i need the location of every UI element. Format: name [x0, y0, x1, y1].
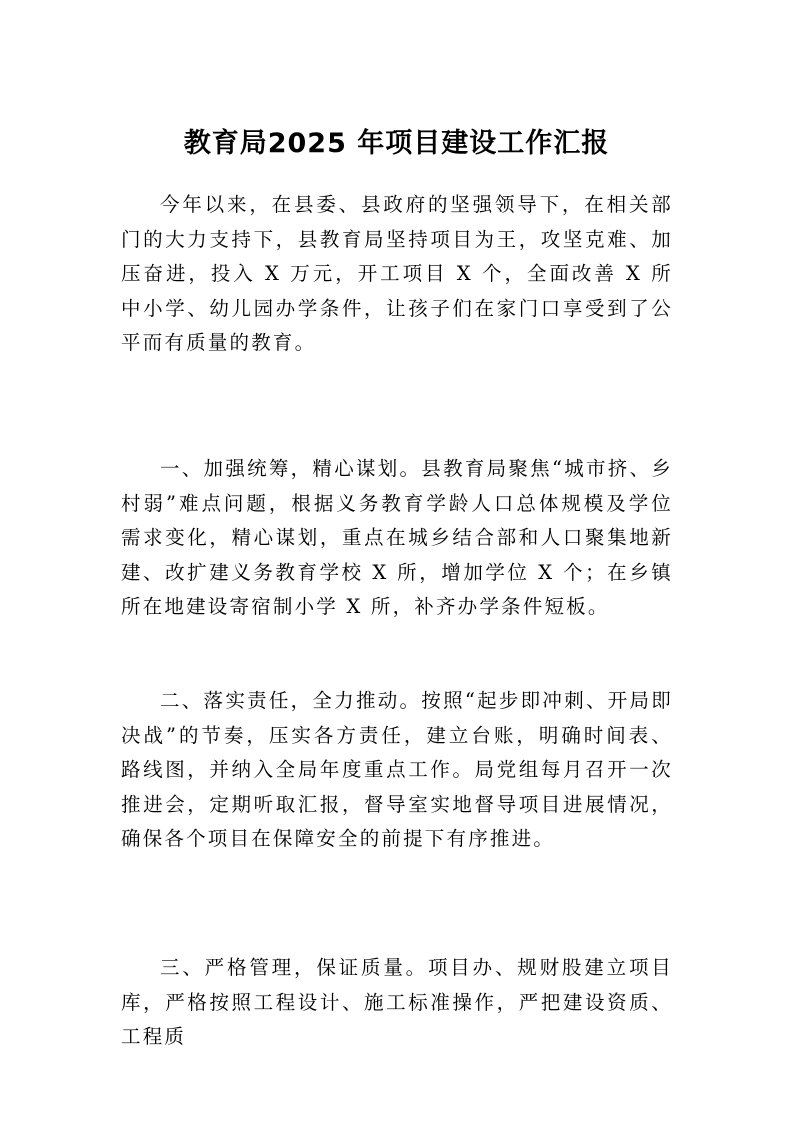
paragraph-intro: [121, 188, 673, 361]
paragraph-section-three: [121, 951, 673, 1055]
paragraph-text: 二、落实责任，全力推动。按照“起步即冲刺、开局即决战”的节奏，压实各方责任，建立台账，明确时间表、路线图，并纳入全局年度重点工作。局党组每月召开一次推进会，定期听取汇报，督导室实地督导项目进展情况，确保各个项目在保障安全的前提下有序推进。: [121, 689, 673, 850]
paragraph-section-two: [121, 684, 673, 857]
document-title: 教育局2025 年项目建设工作汇报: [183, 128, 610, 159]
paragraph-text: 今年以来，在县委、县政府的坚强领导下，在相关部门的大力支持下，县教育局坚持项目为王，攻坚克难、加压奋进，投入 X 万元，开工项目 X 个，全面改善 X 所中小学、幼儿园办学条件，让孩子们在家门口享受到了公平而有质量的教育。: [121, 193, 673, 354]
paragraph-section-one: [121, 452, 673, 625]
paragraph-text: 三、严格管理，保证质量。项目办、规财股建立项目库，严格按照工程设计、施工标准操作，严把建设资质、工程质: [121, 956, 673, 1048]
paragraph-text: 一、加强统筹，精心谋划。县教育局聚焦“城市挤、乡村弱”难点问题，根据义务教育学龄人口总体规模及学位需求变化，精心谋划，重点在城乡结合部和人口聚集地新建、改扩建义务教育学校 X 所，增加学位 X 个；在乡镇所在地建设寄宿制小学 X 所，补齐办学条件短板。: [121, 457, 673, 618]
